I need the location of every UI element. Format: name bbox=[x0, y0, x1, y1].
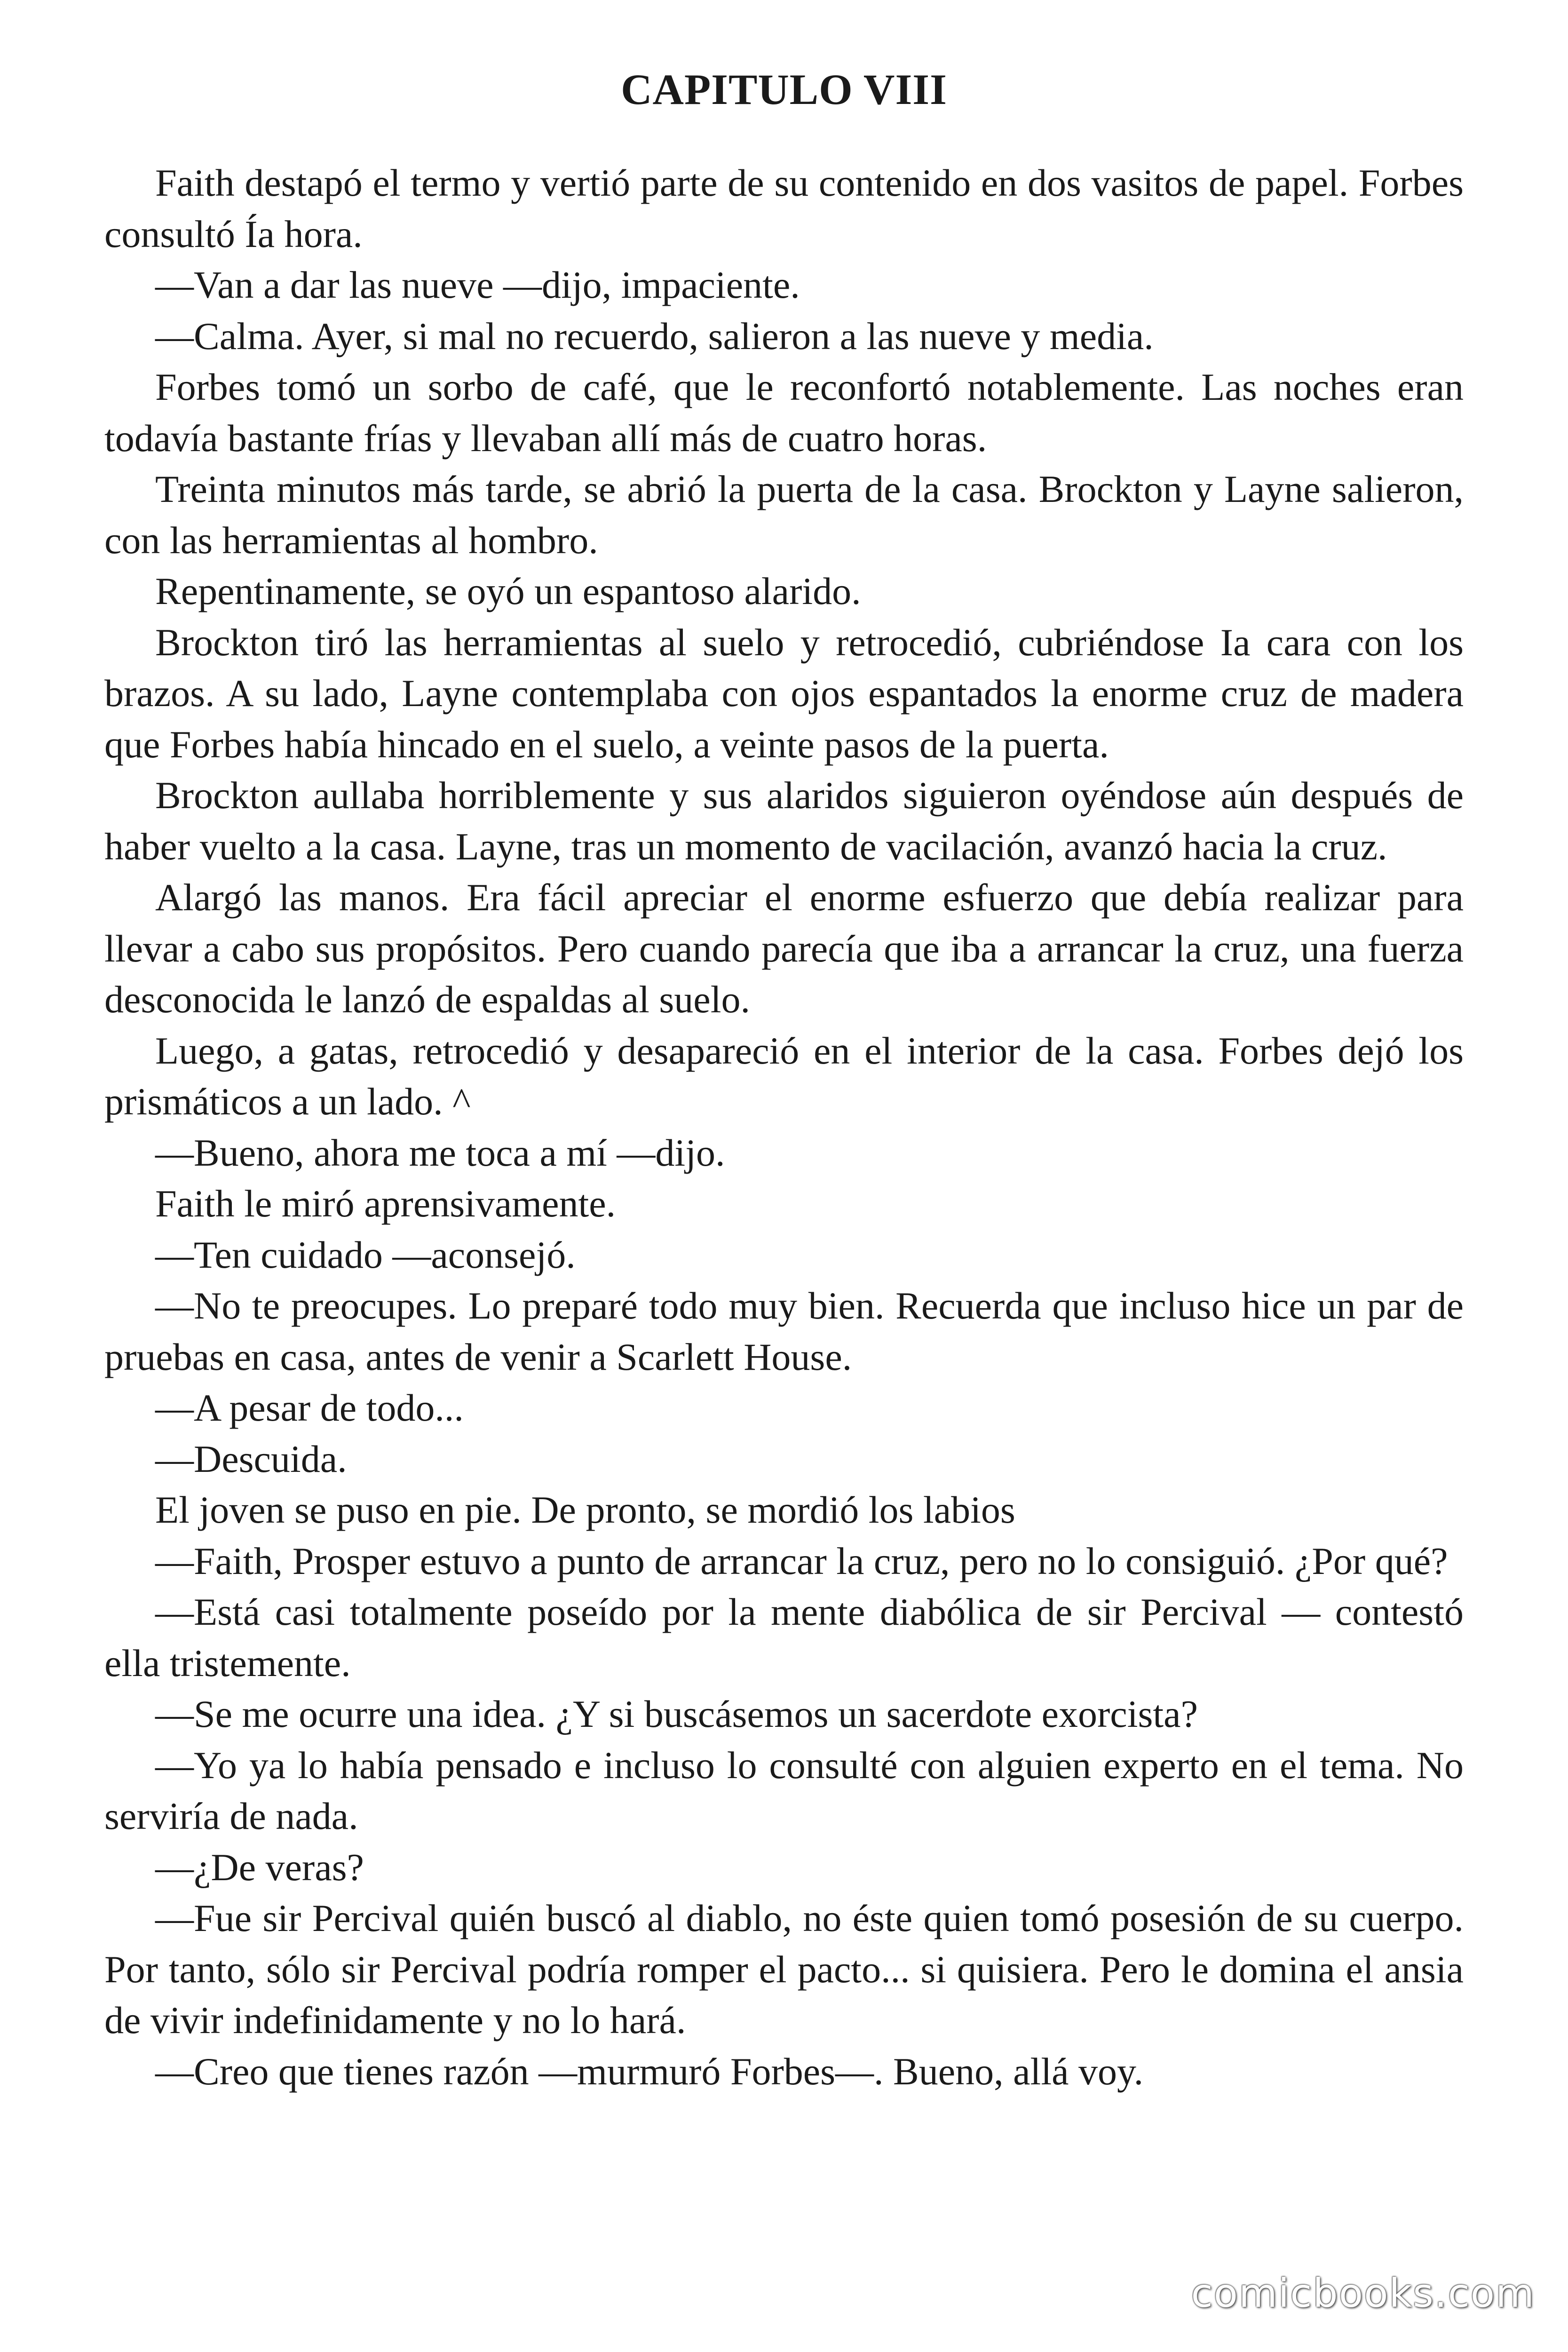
book-page bbox=[104, 61, 1464, 2097]
paragraph: Brockton tiró las herramientas al suelo y retrocedió, cubriéndose Ia cara con los brazos. A su lado, Layne contemplaba con ojos espantados la enorme cruz de madera que Forbes había hincado en el suelo, a veinte pasos de la puerta. bbox=[104, 620, 1464, 766]
chapter-body bbox=[104, 158, 1464, 2097]
watermark: comicbooks.com bbox=[1191, 2270, 1535, 2316]
paragraph: —No te preocupes. Lo preparé todo muy bien. Recuerda que incluso hice un par de pruebas en casa, antes de venir a Scarlett House. bbox=[104, 1284, 1464, 1378]
paragraph: —Faith, Prosper estuvo a punto de arrancar la cruz, pero no lo consiguió. ¿Por qué? bbox=[155, 1539, 1448, 1582]
paragraph: —Yo ya lo había pensado e incluso lo consulté con alguien experto en el tema. No serviría de nada. bbox=[104, 1743, 1464, 1837]
paragraph: Treinta minutos más tarde, se abrió la puerta de la casa. Brockton y Layne salieron, con las herramientas al hombro. bbox=[104, 468, 1464, 562]
paragraph: —Creo que tienes razón —murmuró Forbes—. Bueno, allá voy. bbox=[155, 2050, 1144, 2093]
paragraph: —Está casi totalmente poseído por la mente diabólica de sir Percival — contestó ella tristemente. bbox=[104, 1590, 1464, 1685]
paragraph: Faith le miró aprensivamente. bbox=[155, 1182, 616, 1225]
paragraph: —Bueno, ahora me toca a mí —dijo. bbox=[155, 1131, 725, 1174]
paragraph: —A pesar de todo... bbox=[155, 1386, 464, 1429]
paragraph: Forbes tomó un sorbo de café, que le reconfortó notablemente. Las noches eran todavía bastante frías y llevaban allí más de cuatro horas. bbox=[104, 366, 1464, 460]
paragraph: El joven se puso en pie. De pronto, se mordió los labios bbox=[155, 1488, 1015, 1531]
paragraph: —Fue sir Percival quién buscó al diablo, no éste quien tomó posesión de su cuerpo. Por tanto, sólo sir Percival podría romper el pacto... si quisiera. Pero le domina el ansia de vivir indefinidamente y no lo hará. bbox=[104, 1897, 1464, 2042]
paragraph: —Van a dar las nueve —dijo, impaciente. bbox=[155, 263, 800, 306]
paragraph: Luego, a gatas, retrocedió y desapareció en el interior de la casa. Forbes dejó los prismáticos a un lado. ^ bbox=[104, 1029, 1464, 1123]
paragraph: —Descuida. bbox=[155, 1437, 347, 1480]
paragraph: Faith destapó el termo y vertió parte de su contenido en dos vasitos de papel. Forbes consultó Ía hora. bbox=[104, 161, 1464, 255]
paragraph: Repentinamente, se oyó un espantoso alarido. bbox=[155, 570, 861, 612]
paragraph: —Se me ocurre una idea. ¿Y si buscásemos un sacerdote exorcista? bbox=[155, 1692, 1198, 1735]
paragraph: —¿De veras? bbox=[155, 1845, 364, 1889]
chapter-title: CAPITULO VIII bbox=[621, 65, 947, 113]
paragraph: —Calma. Ayer, si mal no recuerdo, salieron a las nueve y media. bbox=[155, 314, 1154, 358]
paragraph: —Ten cuidado —aconsejó. bbox=[155, 1233, 576, 1276]
paragraph: Alargó las manos. Era fácil apreciar el enorme esfuerzo que debía realizar para llevar a cabo sus propósitos. Pero cuando parecía que iba a arrancar la cruz, una fuerza desconocida le lanzó de espaldas al suelo. bbox=[104, 876, 1464, 1021]
paragraph: Brockton aullaba horriblemente y sus alaridos siguieron oyéndose aún después de haber vuelto a la casa. Layne, tras un momento de vacilación, avanzó hacia la cruz. bbox=[104, 774, 1464, 868]
